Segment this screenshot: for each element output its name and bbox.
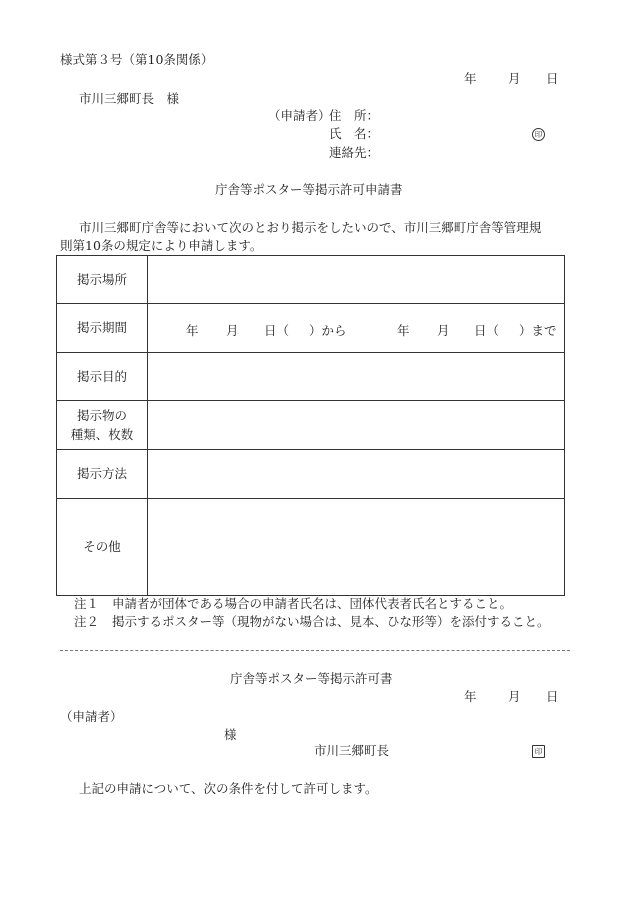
note-2-label: 注２ — [74, 614, 100, 629]
note-1-text: 申請者が団体である場合の申請者氏名は、団体代表者氏名とすること。 — [112, 596, 513, 611]
kind-label-line-1: 掲示物の — [76, 407, 127, 423]
location-field[interactable] — [148, 256, 565, 304]
table-row — [57, 401, 565, 450]
date-year: 年 — [464, 71, 477, 86]
period-start-year: 年 — [186, 323, 199, 338]
permit-sama: 様 — [224, 727, 237, 742]
table-row — [57, 499, 565, 596]
table-row — [57, 304, 565, 353]
note-2-text: 掲示するポスター等（現物がない場合は、見本、ひな形等）を添付すること。 — [112, 614, 550, 629]
intro-line-2: 則第10条の規定により申請します。 — [60, 238, 263, 253]
applicant-address-label: 住 所： — [329, 108, 380, 123]
period-end-suffix: ）まで — [519, 323, 557, 338]
date-month: 月 — [508, 71, 521, 86]
permit-seal-mark — [532, 744, 545, 758]
seal-icon: 印 — [532, 128, 545, 141]
addressee: 市川三郷町長 様 — [79, 91, 180, 106]
applicant-label: （申請者） — [268, 108, 331, 123]
period-field[interactable] — [148, 304, 565, 353]
seal-icon: 印 — [532, 745, 545, 758]
date-day: 日 — [546, 71, 559, 86]
method-label: 掲示方法 — [57, 450, 148, 499]
kind-label-line-2: 種類、枚数 — [70, 427, 134, 442]
cut-line-divider — [60, 650, 570, 651]
permit-issuer: 市川三郷町長 — [314, 743, 390, 758]
permit-date-year: 年 — [464, 689, 477, 704]
form-number: 様式第３号（第10条関係） — [60, 52, 214, 67]
period-end-year: 年 — [397, 323, 410, 338]
purpose-label: 掲示目的 — [57, 353, 148, 401]
period-start-day: 日（ — [264, 323, 290, 338]
table-row — [57, 256, 565, 304]
period-start-suffix: ）から — [309, 323, 347, 338]
permit-title: 庁舎等ポスター等掲示許可書 — [230, 671, 393, 686]
purpose-field[interactable] — [148, 353, 565, 401]
period-start-month: 月 — [226, 323, 239, 338]
application-title: 庁舎等ポスター等掲示許可申請書 — [215, 182, 403, 197]
permit-applicant-label: （申請者） — [60, 709, 123, 724]
kind-label — [57, 401, 148, 450]
other-label: その他 — [57, 499, 148, 596]
method-field[interactable] — [148, 450, 565, 499]
kind-field[interactable] — [148, 401, 565, 450]
note-1-label: 注１ — [74, 596, 100, 611]
applicant-name-label: 氏 名： — [329, 126, 380, 141]
table-row — [57, 450, 565, 499]
table-row — [57, 353, 565, 401]
permit-date-month: 月 — [508, 689, 521, 704]
other-field[interactable] — [148, 499, 565, 596]
period-end-month: 月 — [437, 323, 450, 338]
seal-mark — [532, 127, 545, 141]
permit-text: 上記の申請について、次の条件を付して許可します。 — [79, 781, 378, 796]
application-form-table — [56, 255, 565, 596]
location-label: 掲示場所 — [57, 256, 148, 304]
period-label: 掲示期間 — [57, 304, 148, 353]
intro-line-1: 市川三郷町庁舎等において次のとおり掲示をしたいので、市川三郷町庁舎等管理規 — [79, 220, 542, 235]
period-end-day: 日（ — [474, 323, 500, 338]
permit-date-day: 日 — [546, 689, 559, 704]
applicant-contact-label: 連絡先： — [329, 145, 380, 160]
